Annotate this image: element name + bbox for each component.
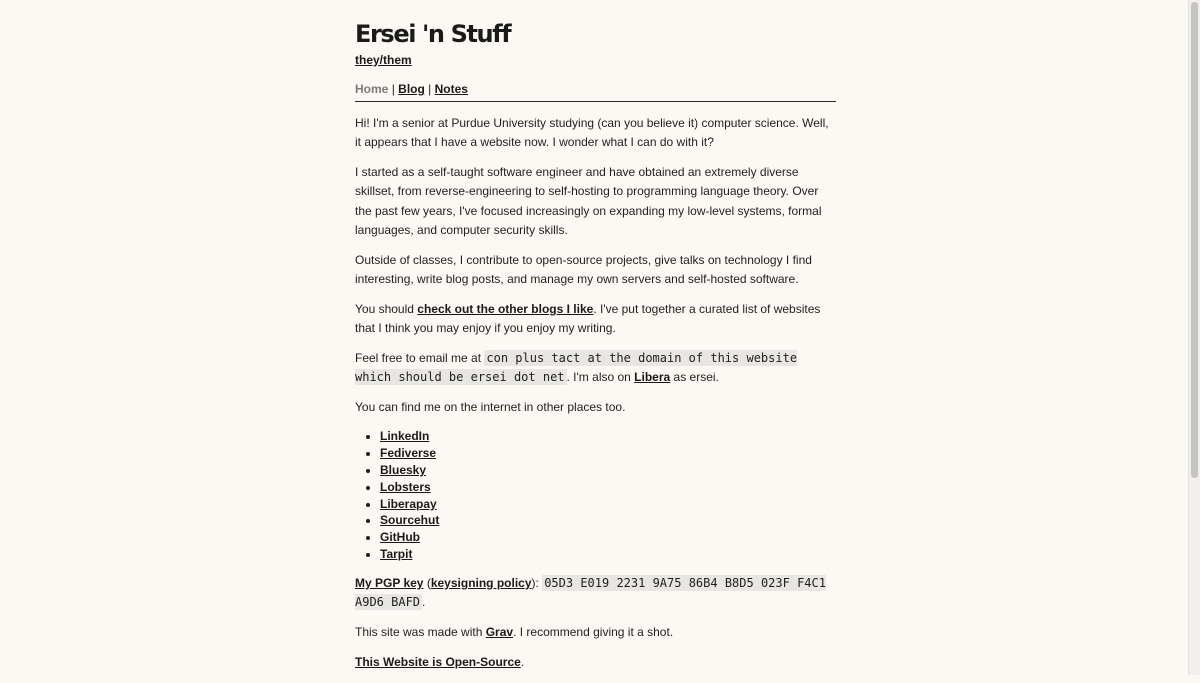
grav-paragraph [355, 623, 836, 642]
nav-item-home: Home [355, 82, 389, 96]
email-address-code: con plus tact at the domain of this website which should be ersei dot net [355, 351, 798, 385]
source-paragraph [355, 653, 836, 672]
pgp-fingerprint-code: 05D3 E019 2231 9A75 86B4 B8D5 023F F4C1 A9D6 BAFD [355, 575, 826, 609]
sourcehut-link[interactable]: Sourcehut [380, 513, 440, 528]
list-item [380, 462, 836, 479]
grav-suffix: . I recommend giving it a shot. [513, 625, 674, 639]
email-middle: . I'm also on [566, 370, 635, 385]
page-scrollbar[interactable] [1188, 0, 1200, 675]
email-suffix: as ersei. [670, 370, 719, 385]
grav-link[interactable]: Grav [485, 625, 514, 639]
main-nav [355, 82, 468, 96]
lobsters-link[interactable]: Lobsters [380, 479, 431, 494]
scrollbar-thumb[interactable] [1191, 2, 1198, 478]
nav-separator: | [428, 82, 432, 96]
source-suffix: . [520, 655, 525, 669]
email-paragraph [355, 349, 836, 387]
email-prefix: Feel free to email me at [355, 351, 485, 366]
pgp-paragraph [355, 574, 836, 612]
blogs-suffix: . I've put together a curated list of websites that I think you may enjoy if you enjoy my writing. [355, 302, 821, 336]
fediverse-link[interactable]: Fediverse [380, 446, 437, 461]
site-title: Ersei 'n Stuff [355, 20, 511, 48]
other-blogs-link[interactable]: check out the other blogs I like [417, 302, 594, 317]
list-item [380, 512, 836, 529]
social-links-list [355, 428, 836, 562]
main-content [355, 114, 836, 683]
liberapay-link[interactable]: Liberapay [380, 496, 437, 511]
grav-prefix: This site was made with [355, 625, 486, 639]
blogs-prefix: You should [355, 302, 418, 317]
nav-separator: | [391, 82, 395, 96]
activities-paragraph: Outside of classes, I contribute to open-source projects, give talks on technology I find interesting, write blog posts, and manage my own servers and self-hosted software. [355, 252, 812, 287]
list-item [380, 445, 836, 462]
elsewhere-intro: You can find me on the internet in other places too. [355, 400, 626, 415]
libera-link[interactable]: Libera [634, 370, 671, 385]
list-item [380, 546, 836, 563]
nav-item-notes[interactable]: Notes [434, 82, 468, 96]
blogs-paragraph [355, 300, 836, 338]
list-item [380, 529, 836, 546]
list-item [380, 428, 836, 445]
skills-paragraph: I started as a self-taught software engineer and have obtained an extremely diverse skillset, from reverse-engineering to self-hosting to programming language theory. Over the past few years, I've focused increasingly on expanding my low-level systems, formal languages, and computer security skills. [355, 165, 822, 237]
list-item [380, 496, 836, 513]
pgp-end: . [422, 595, 426, 609]
keysigning-policy-link[interactable]: keysigning policy [430, 575, 532, 590]
github-link[interactable]: GitHub [380, 530, 420, 545]
nav-divider [355, 101, 836, 102]
list-item [380, 479, 836, 496]
pgp-key-link[interactable]: My PGP key [355, 575, 424, 590]
linkedin-link[interactable]: LinkedIn [380, 429, 430, 444]
intro-paragraph: Hi! I'm a senior at Purdue University studying (can you believe it) computer science. Well, it appears that I have a website now. I wonder what I can do with it? [355, 116, 829, 150]
pgp-open: ( [423, 575, 431, 590]
open-source-link[interactable]: This Website is Open-Source [355, 655, 521, 669]
tarpit-link[interactable]: Tarpit [380, 547, 413, 561]
bluesky-link[interactable]: Bluesky [380, 463, 427, 478]
pronouns-link[interactable]: they/them [355, 53, 412, 67]
pgp-close: ): [531, 575, 543, 590]
nav-item-blog[interactable]: Blog [398, 82, 425, 96]
